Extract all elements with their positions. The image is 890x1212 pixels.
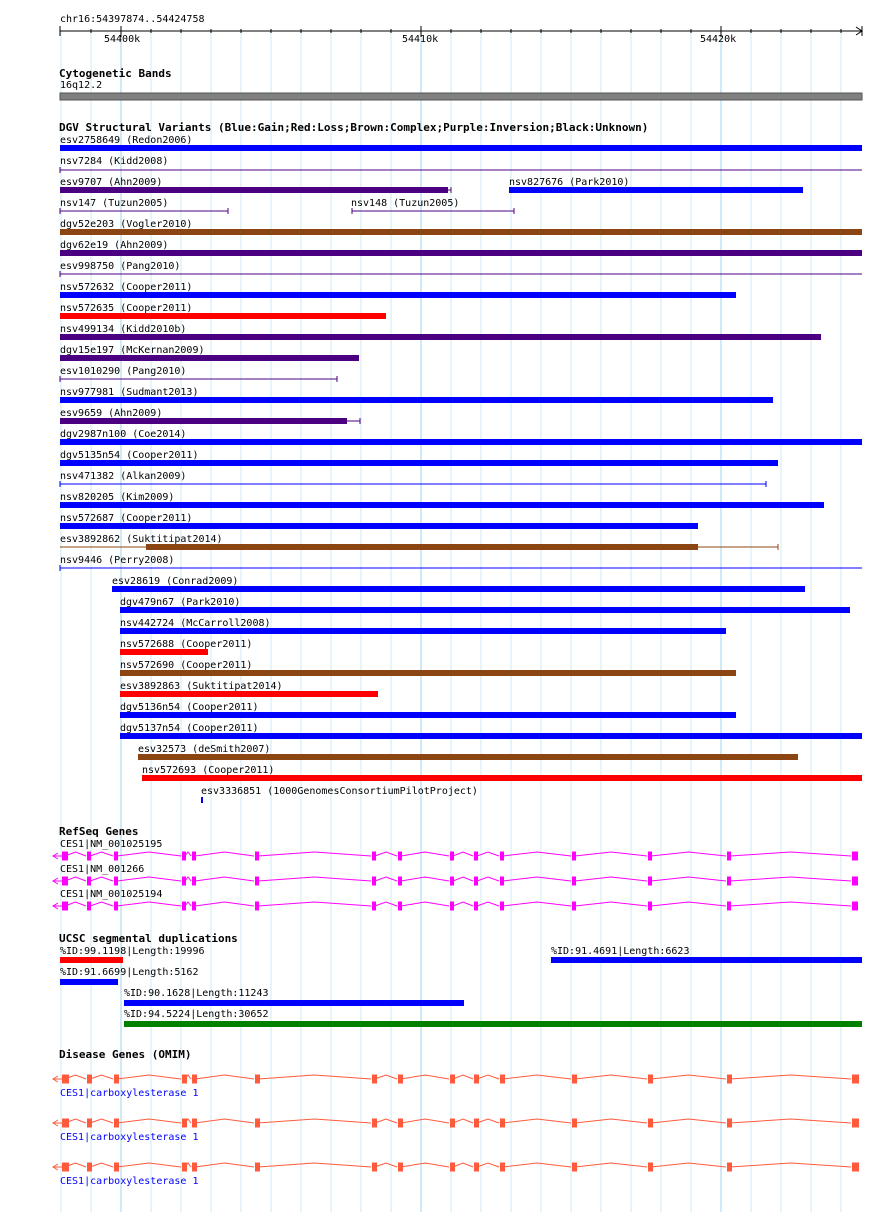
refseq-exon[interactable] (852, 877, 858, 886)
refseq-intron (453, 852, 473, 856)
omim-exon[interactable] (474, 1119, 479, 1128)
segdup-label[interactable]: %ID:91.6699|Length:5162 (60, 967, 199, 978)
dgv-variant-label[interactable]: esv3892863 (Suktitipat2014) (120, 681, 283, 692)
segdup-bar[interactable] (551, 957, 862, 963)
omim-exon[interactable] (572, 1119, 577, 1128)
omim-exon[interactable] (450, 1119, 455, 1128)
dgv-variant-label[interactable]: esv9659 (Ahn2009) (60, 408, 163, 419)
cytoband-bar[interactable] (60, 93, 862, 100)
omim-exon[interactable] (450, 1075, 455, 1084)
omim-gene-label[interactable]: CES1|carboxylesterase 1 (60, 1176, 199, 1187)
refseq-intron (65, 877, 86, 881)
omim-exon[interactable] (87, 1119, 92, 1128)
omim-intron (575, 1075, 647, 1079)
omim-exon[interactable] (648, 1163, 653, 1172)
dgv-variant-label[interactable]: nsv572632 (Cooper2011) (60, 282, 193, 293)
dgv-variant-label[interactable]: nsv827676 (Park2010) (509, 177, 630, 188)
omim-exon[interactable] (62, 1163, 69, 1172)
omim-exon[interactable] (398, 1163, 403, 1172)
refseq-exon[interactable] (852, 852, 858, 861)
omim-exon[interactable] (372, 1075, 377, 1084)
refseq-intron (117, 902, 181, 906)
refseq-transcript-label[interactable]: CES1|NM_001025195 (60, 839, 163, 850)
track-title-cytobands[interactable]: Cytogenetic Bands (59, 67, 172, 80)
omim-intron (503, 1075, 571, 1079)
refseq-intron (117, 852, 181, 856)
refseq-intron (65, 852, 86, 856)
refseq-exon[interactable] (500, 902, 504, 911)
omim-exon[interactable] (192, 1075, 197, 1084)
dgv-variant-label[interactable]: nsv148 (Tuzun2005) (351, 198, 460, 209)
omim-intron (503, 1163, 571, 1167)
dgv-variant-label[interactable]: dgv52e203 (Vogler2010) (60, 219, 193, 230)
dgv-variant-label[interactable]: dgv62e19 (Ahn2009) (60, 240, 169, 251)
omim-exon[interactable] (852, 1075, 859, 1084)
refseq-intron (90, 877, 113, 881)
dgv-variant-bar[interactable] (60, 502, 824, 508)
omim-intron (453, 1075, 473, 1079)
segdup-bar[interactable] (60, 979, 118, 985)
refseq-exon[interactable] (372, 852, 376, 861)
omim-exon[interactable] (192, 1163, 197, 1172)
refseq-intron (651, 877, 726, 881)
refseq-exon[interactable] (398, 852, 402, 861)
track-title-refseq[interactable]: RefSeq Genes (59, 825, 139, 838)
refseq-exon[interactable] (852, 902, 858, 911)
omim-exon[interactable] (398, 1119, 403, 1128)
omim-intron (90, 1119, 113, 1123)
dgv-variant-label[interactable]: esv9707 (Ahn2009) (60, 177, 163, 188)
refseq-intron (477, 852, 499, 856)
refseq-intron (117, 877, 181, 881)
dgv-variant-label[interactable]: nsv572690 (Cooper2011) (120, 660, 253, 671)
omim-exon[interactable] (372, 1163, 377, 1172)
dgv-variant-label[interactable]: esv1010290 (Pang2010) (60, 366, 187, 377)
omim-intron (651, 1163, 726, 1167)
dgv-variant-label[interactable]: nsv977981 (Sudmant2013) (60, 387, 199, 398)
refseq-intron (651, 852, 726, 856)
omim-intron (477, 1075, 499, 1079)
omim-intron (651, 1075, 726, 1079)
refseq-intron (90, 902, 113, 906)
refseq-intron (503, 902, 571, 906)
refseq-intron (575, 902, 647, 906)
refseq-intron (730, 902, 851, 906)
ruler-location: chr16:54397874..54424758 (60, 14, 205, 25)
omim-exon[interactable] (255, 1163, 260, 1172)
dgv-variant-label[interactable]: nsv442724 (McCarroll2008) (120, 618, 271, 629)
omim-intron (730, 1075, 851, 1079)
omim-exon[interactable] (114, 1163, 119, 1172)
dgv-variant-label[interactable]: nsv572687 (Cooper2011) (60, 513, 193, 524)
omim-intron (453, 1119, 473, 1123)
refseq-exon[interactable] (398, 877, 402, 886)
omim-exon[interactable] (474, 1075, 479, 1084)
refseq-exon[interactable] (114, 852, 118, 861)
segdup-label[interactable]: %ID:90.1628|Length:11243 (124, 988, 269, 999)
refseq-exon[interactable] (87, 852, 91, 861)
refseq-exon[interactable] (727, 902, 731, 911)
dgv-variant-label[interactable]: nsv9446 (Perry2008) (60, 555, 175, 566)
refseq-exon[interactable] (62, 852, 68, 861)
refseq-intron (453, 902, 473, 906)
refseq-exon[interactable] (572, 902, 576, 911)
omim-exon[interactable] (500, 1119, 505, 1128)
refseq-intron (401, 852, 449, 856)
omim-intron (195, 1075, 254, 1079)
ruler-tick-label: 54400k (104, 34, 141, 45)
dgv-variant-label[interactable]: esv32573 (deSmith2007) (138, 744, 271, 755)
omim-gene-label[interactable]: CES1|carboxylesterase 1 (60, 1132, 199, 1143)
omim-exon[interactable] (727, 1163, 732, 1172)
refseq-exon[interactable] (114, 902, 118, 911)
omim-exon[interactable] (648, 1119, 653, 1128)
omim-intron (195, 1163, 254, 1167)
omim-gene-label[interactable]: CES1|carboxylesterase 1 (60, 1088, 199, 1099)
refseq-intron (90, 852, 113, 856)
refseq-intron (195, 877, 254, 881)
refseq-exon[interactable] (255, 902, 259, 911)
refseq-transcript-label[interactable]: CES1|NM_001266 (60, 864, 145, 875)
refseq-exon[interactable] (182, 852, 186, 861)
refseq-exon[interactable] (192, 852, 196, 861)
refseq-exon[interactable] (500, 852, 504, 861)
refseq-exon[interactable] (372, 902, 376, 911)
omim-intron (117, 1119, 181, 1123)
segdup-bar[interactable] (124, 1021, 862, 1027)
refseq-intron (375, 877, 397, 881)
segdup-label[interactable]: %ID:94.5224|Length:30652 (124, 1009, 269, 1020)
refseq-exon[interactable] (62, 877, 68, 886)
segdup-bar[interactable] (124, 1000, 464, 1006)
omim-exon[interactable] (114, 1119, 119, 1128)
refseq-exon[interactable] (474, 877, 478, 886)
refseq-intron (730, 852, 851, 856)
refseq-transcript-label[interactable]: CES1|NM_001025194 (60, 889, 163, 900)
refseq-exon[interactable] (192, 877, 196, 886)
dgv-variant-label[interactable]: nsv572635 (Cooper2011) (60, 303, 193, 314)
omim-exon[interactable] (398, 1075, 403, 1084)
refseq-exon[interactable] (372, 877, 376, 886)
omim-intron (401, 1119, 449, 1123)
refseq-intron (375, 852, 397, 856)
refseq-intron (401, 877, 449, 881)
dgv-variant-label[interactable]: nsv572688 (Cooper2011) (120, 639, 253, 650)
omim-intron (375, 1075, 397, 1079)
refseq-intron (651, 902, 726, 906)
omim-intron (730, 1163, 851, 1167)
refseq-exon[interactable] (255, 877, 259, 886)
refseq-exon[interactable] (648, 852, 652, 861)
refseq-intron (453, 877, 473, 881)
omim-intron (503, 1119, 571, 1123)
refseq-intron (375, 902, 397, 906)
omim-exon[interactable] (648, 1075, 653, 1084)
omim-intron (258, 1163, 371, 1167)
omim-exon[interactable] (182, 1163, 187, 1172)
omim-exon[interactable] (727, 1075, 732, 1084)
dgv-variant-label[interactable]: dgv5135n54 (Cooper2011) (60, 450, 199, 461)
refseq-intron (477, 877, 499, 881)
omim-intron (651, 1119, 726, 1123)
omim-intron (730, 1119, 851, 1123)
refseq-intron (258, 902, 371, 906)
refseq-exon[interactable] (648, 902, 652, 911)
refseq-intron (258, 877, 371, 881)
omim-exon[interactable] (255, 1075, 260, 1084)
segdup-bar[interactable] (60, 957, 123, 963)
omim-exon[interactable] (852, 1163, 859, 1172)
dgv-variant-label[interactable]: dgv5136n54 (Cooper2011) (120, 702, 259, 713)
refseq-exon[interactable] (572, 852, 576, 861)
dgv-variant-label[interactable]: nsv499134 (Kidd2010b) (60, 324, 187, 335)
refseq-exon[interactable] (182, 877, 186, 886)
omim-intron (117, 1075, 181, 1079)
omim-exon[interactable] (192, 1119, 197, 1128)
refseq-exon[interactable] (450, 902, 454, 911)
track-title-segdup[interactable]: UCSC segmental duplications (59, 932, 238, 945)
omim-exon[interactable] (500, 1163, 505, 1172)
dgv-variant-label[interactable]: dgv2987n100 (Coe2014) (60, 429, 187, 440)
omim-exon[interactable] (372, 1119, 377, 1128)
omim-intron (575, 1119, 647, 1123)
refseq-intron (503, 877, 571, 881)
refseq-intron (195, 902, 254, 906)
omim-intron (401, 1163, 449, 1167)
track-title-omim[interactable]: Disease Genes (OMIM) (59, 1048, 192, 1061)
omim-intron (575, 1163, 647, 1167)
refseq-exon[interactable] (182, 902, 186, 911)
omim-exon[interactable] (450, 1163, 455, 1172)
omim-intron (477, 1163, 499, 1167)
refseq-exon[interactable] (727, 877, 731, 886)
refseq-exon[interactable] (87, 877, 91, 886)
omim-exon[interactable] (255, 1119, 260, 1128)
omim-intron (258, 1119, 371, 1123)
omim-intron (453, 1163, 473, 1167)
dgv-variant-label[interactable]: nsv471382 (Alkan2009) (60, 471, 187, 482)
omim-intron (258, 1075, 371, 1079)
dgv-variant-bar[interactable] (201, 797, 203, 803)
dgv-variant-bar[interactable] (60, 250, 862, 256)
refseq-intron (575, 852, 647, 856)
track-title-dgv[interactable]: DGV Structural Variants (Blue:Gain;Red:Loss;Brown:Complex;Purple:Inversion;Black:Unknown) (59, 121, 649, 134)
dgv-variant-label[interactable]: dgv479n67 (Park2010) (120, 597, 241, 608)
refseq-exon[interactable] (114, 877, 118, 886)
omim-intron (375, 1163, 397, 1167)
refseq-intron (195, 852, 254, 856)
dgv-variant-label[interactable]: nsv820205 (Kim2009) (60, 492, 175, 503)
refseq-exon[interactable] (727, 852, 731, 861)
omim-intron (477, 1119, 499, 1123)
dgv-variant-label[interactable]: esv28619 (Conrad2009) (112, 576, 239, 587)
refseq-exon[interactable] (648, 877, 652, 886)
dgv-variant-label[interactable]: nsv572693 (Cooper2011) (142, 765, 275, 776)
dgv-variant-label[interactable]: dgv5137n54 (Cooper2011) (120, 723, 259, 734)
dgv-variant-label[interactable]: dgv15e197 (McKernan2009) (60, 345, 205, 356)
omim-exon[interactable] (114, 1075, 119, 1084)
omim-intron (401, 1075, 449, 1079)
dgv-variant-label[interactable]: esv998750 (Pang2010) (60, 261, 181, 272)
dgv-variant-label[interactable]: nsv7284 (Kidd2008) (60, 156, 169, 167)
refseq-exon[interactable] (398, 902, 402, 911)
refseq-exon[interactable] (474, 902, 478, 911)
omim-exon[interactable] (87, 1163, 92, 1172)
refseq-intron (575, 877, 647, 881)
refseq-intron (65, 902, 86, 906)
omim-intron (117, 1163, 181, 1167)
dgv-variant-label[interactable]: esv2758649 (Redon2006) (60, 135, 193, 146)
refseq-exon[interactable] (450, 877, 454, 886)
refseq-intron (258, 852, 371, 856)
omim-intron (90, 1163, 113, 1167)
omim-exon[interactable] (87, 1075, 92, 1084)
dgv-variant-label[interactable]: esv3336851 (1000GenomesConsortiumPilotProject) (201, 786, 478, 797)
omim-intron (375, 1119, 397, 1123)
segdup-label[interactable]: %ID:99.1198|Length:19996 (60, 946, 205, 957)
refseq-intron (477, 902, 499, 906)
omim-exon[interactable] (182, 1119, 187, 1128)
omim-exon[interactable] (62, 1075, 69, 1084)
omim-intron (90, 1075, 113, 1079)
refseq-exon[interactable] (474, 852, 478, 861)
ruler-tick-label: 54420k (700, 34, 737, 45)
refseq-exon[interactable] (87, 902, 91, 911)
omim-exon[interactable] (62, 1119, 69, 1128)
omim-exon[interactable] (852, 1119, 859, 1128)
omim-intron (195, 1119, 254, 1123)
refseq-exon[interactable] (450, 852, 454, 861)
omim-exon[interactable] (182, 1075, 187, 1084)
refseq-intron (401, 902, 449, 906)
segdup-label[interactable]: %ID:91.4691|Length:6623 (551, 946, 690, 957)
omim-exon[interactable] (500, 1075, 505, 1084)
omim-exon[interactable] (727, 1119, 732, 1128)
dgv-variant-label[interactable]: esv3892862 (Suktitipat2014) (60, 534, 223, 545)
omim-exon[interactable] (572, 1075, 577, 1084)
cytoband-label: 16q12.2 (60, 80, 103, 91)
refseq-exon[interactable] (572, 877, 576, 886)
refseq-exon[interactable] (192, 902, 196, 911)
refseq-exon[interactable] (500, 877, 504, 886)
omim-exon[interactable] (474, 1163, 479, 1172)
refseq-intron (503, 852, 571, 856)
refseq-intron (730, 877, 851, 881)
refseq-exon[interactable] (255, 852, 259, 861)
omim-exon[interactable] (572, 1163, 577, 1172)
refseq-exon[interactable] (62, 902, 68, 911)
dgv-variant-label[interactable]: nsv147 (Tuzun2005) (60, 198, 169, 209)
ruler-tick-label: 54410k (402, 34, 439, 45)
